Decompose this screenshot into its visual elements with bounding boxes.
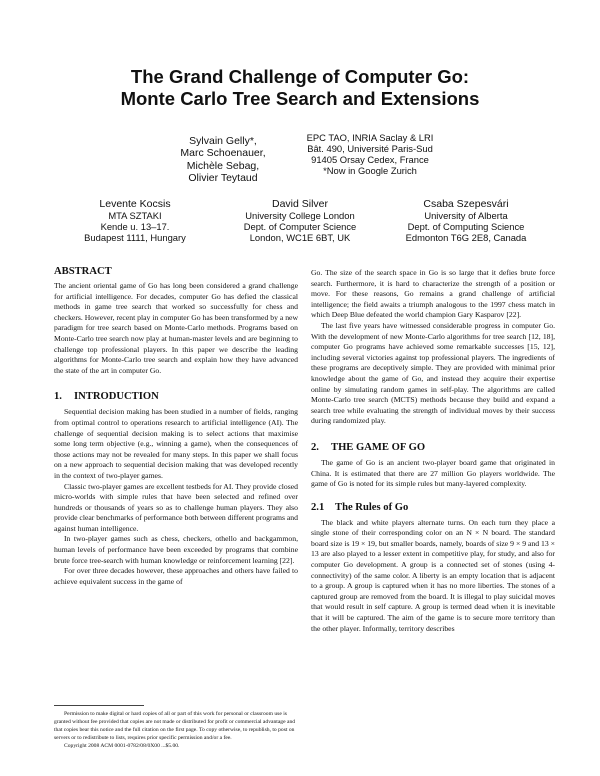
author-name: Levente Kocsis: [99, 198, 171, 210]
affiliation-line: Dept. of Computing Science: [407, 221, 525, 233]
section-2-heading: [311, 442, 555, 454]
section-number: 2.: [311, 441, 319, 453]
abstract-heading: ABSTRACT: [54, 266, 112, 277]
section-title: THE GAME OF GO: [331, 441, 426, 453]
affiliation-line: Edmonton T6G 2E8, Canada: [405, 232, 527, 244]
affiliation-line: University College London: [245, 210, 355, 222]
author-name: Sylvain Gelly*,: [189, 135, 257, 147]
paragraph: For over three decades however, these approaches and others have failed to achieve equivalent success in the game of: [54, 566, 298, 586]
permission-text: Permission to make digital or hard copies of all or part of this work for personal or classroom use is granted without fee provided that copies are not made or distributed for profit or commercial advantage and that copies bear this notice and the full citation on the first page. To copy otherwise, to republish, to post on servers or to redistribute to lists, requires prior specific permission and/or a fee.: [54, 711, 296, 741]
affiliation-line: 91405 Orsay Cedex, France: [311, 154, 429, 165]
left-column: [54, 266, 298, 587]
paper-title: [60, 66, 540, 110]
author-name: David Silver: [271, 198, 329, 210]
paragraph: The game of Go is an ancient two-player board game that originated in China. It is estimated that there are 27 million Go players worldwide. The game of Go is noted for its simple rules but many-layered complexity.: [311, 457, 555, 489]
permission-block: [54, 711, 298, 751]
affiliation-line: Budapest 1111, Hungary: [84, 232, 186, 244]
author-name: Olivier Teytaud: [188, 171, 258, 184]
section-2-1-heading: [311, 502, 555, 514]
affiliation-line: Dept. of Computer Science: [243, 221, 357, 233]
abstract-text: The ancient oriental game of Go has long been considered a grand challenge for artificial intelligence. For decades, computer Go has defied the classical methods in game tree search that worked so successfully for chess and checkers. However, recent play in computer Go has been transformed by a new paradigm for tree search based on Monte-Carlo methods. Programs based on Monte-Carlo tree search now play at human-master levels and are beginning to challenge top professional players. In this paper we describe the leading algorithms for Monte-Carlo tree search and explain how they have advanced the state of the art in computer Go.: [54, 281, 298, 375]
section-number: 2.1: [311, 501, 325, 513]
section-title: The Rules of Go: [335, 501, 409, 513]
author-block-silver: [225, 198, 375, 243]
paragraph: In two-player games such as chess, checkers, othello and backgammon, human levels of performance have been exceeded by programs that combine brute force tree-search with human knowledge or reinforcement learning [22].: [54, 534, 298, 565]
permission-rule: [54, 705, 144, 706]
author-name: Michèle Sebag,: [186, 159, 260, 172]
affiliation-line: MTA SZTAKI: [108, 210, 162, 222]
author-name: Csaba Szepesvári: [423, 198, 509, 210]
title-line-2: Monte Carlo Tree Search and Extensions: [120, 88, 480, 109]
paragraph: The last five years have witnessed considerable progress in computer Go. With the development of new Monte-Carlo algorithms for tree search [12, 18], computer Go programs have achieved some remarkable successes [15, 12], including several victories against top professional players. The ingredients of these programs are deceptively simple. They are provided with minimal prior knowledge about the game of Go, and instead they acquire their expertise online by simulating random games in self-play. The algorithms are called Monte-Carlo tree search (MCTS) methods because they build and expand a search tree while evaluating the strength of individual moves by their success during randomized play.: [311, 320, 555, 426]
affiliation-line: *Now in Google Zurich: [323, 165, 417, 176]
affiliation-line: London, WC1E 6BT, UK: [249, 232, 351, 244]
authors-top-affiliation: [290, 132, 450, 176]
title-line-1: The Grand Challenge of Computer Go:: [130, 66, 470, 87]
paragraph: Sequential decision making has been studied in a number of fields, ranging from optimal control to operations research to artificial intelligence (AI). The challenge of sequential decision making is to select actions that maximise some long term objective (e.g., winning a game), when the consequences of those actions may not be revealed for many steps. In this paper we shall focus on a new approach to sequential decision making that was developed recently in the context of two-player games.: [54, 407, 298, 480]
authors-top-names: [158, 135, 288, 184]
section-1-heading: [54, 391, 298, 403]
author-block-kocsis: [60, 198, 210, 243]
affiliation-line: Bât. 490, Université Paris-Sud: [307, 143, 433, 154]
copyright-text: Copyright 2008 ACM 0001-0782/08/0X00 ...$5.00.: [64, 742, 180, 749]
author-block-szepesvari: [386, 198, 546, 243]
paragraph: Go. The size of the search space in Go is so large that it defies brute force search. Furthermore, it is hard to characterize the strength of a position or move. For these reasons, Go remains a grand challenge of artificial intelligence; the field awaits a triumph analogous to the 1997 chess match in which Deep Blue defeated the world champion Gary Kasparov [22].: [311, 268, 555, 320]
paragraph: Classic two-player games are excellent testbeds for AI. They provide closed micro-worlds with simple rules that have been selected and refined over hundreds or thousands of years so as to challenge human players. They also provide clear benchmarks of performance both between different programs and against human intelligence.: [54, 481, 298, 533]
section-number: 1.: [54, 391, 62, 403]
affiliation-line: EPC TAO, INRIA Saclay & LRI: [306, 132, 434, 143]
author-name: Marc Schoenauer,: [180, 147, 266, 160]
right-column: [311, 268, 555, 634]
section-title: INTRODUCTION: [74, 391, 159, 403]
paragraph: The black and white players alternate turns. On each turn they place a single stone of their corresponding color on an N × N board. The standard board size is 19 × 19, but smaller boards, namely, boards of size 9 × 9 and 13 × 13 are also played to a lesser extent in competitive play, for study, and also for computer Go development. A group is a connected set of stones (using 4-connectivity) of the same color. A liberty is an empty location that is adjacent to a group. A group is captured when it has no more liberties. The stones of a captured group are removed from the board. It is illegal to play suicidal moves that would result in self capture. A group is termed dead when it is inevitable that it will be captured. The aim of the game is to secure more territory than the other player. Informally, territory describes: [311, 517, 555, 633]
affiliation-line: Kende u. 13–17.: [100, 221, 170, 233]
affiliation-line: University of Alberta: [424, 210, 508, 222]
